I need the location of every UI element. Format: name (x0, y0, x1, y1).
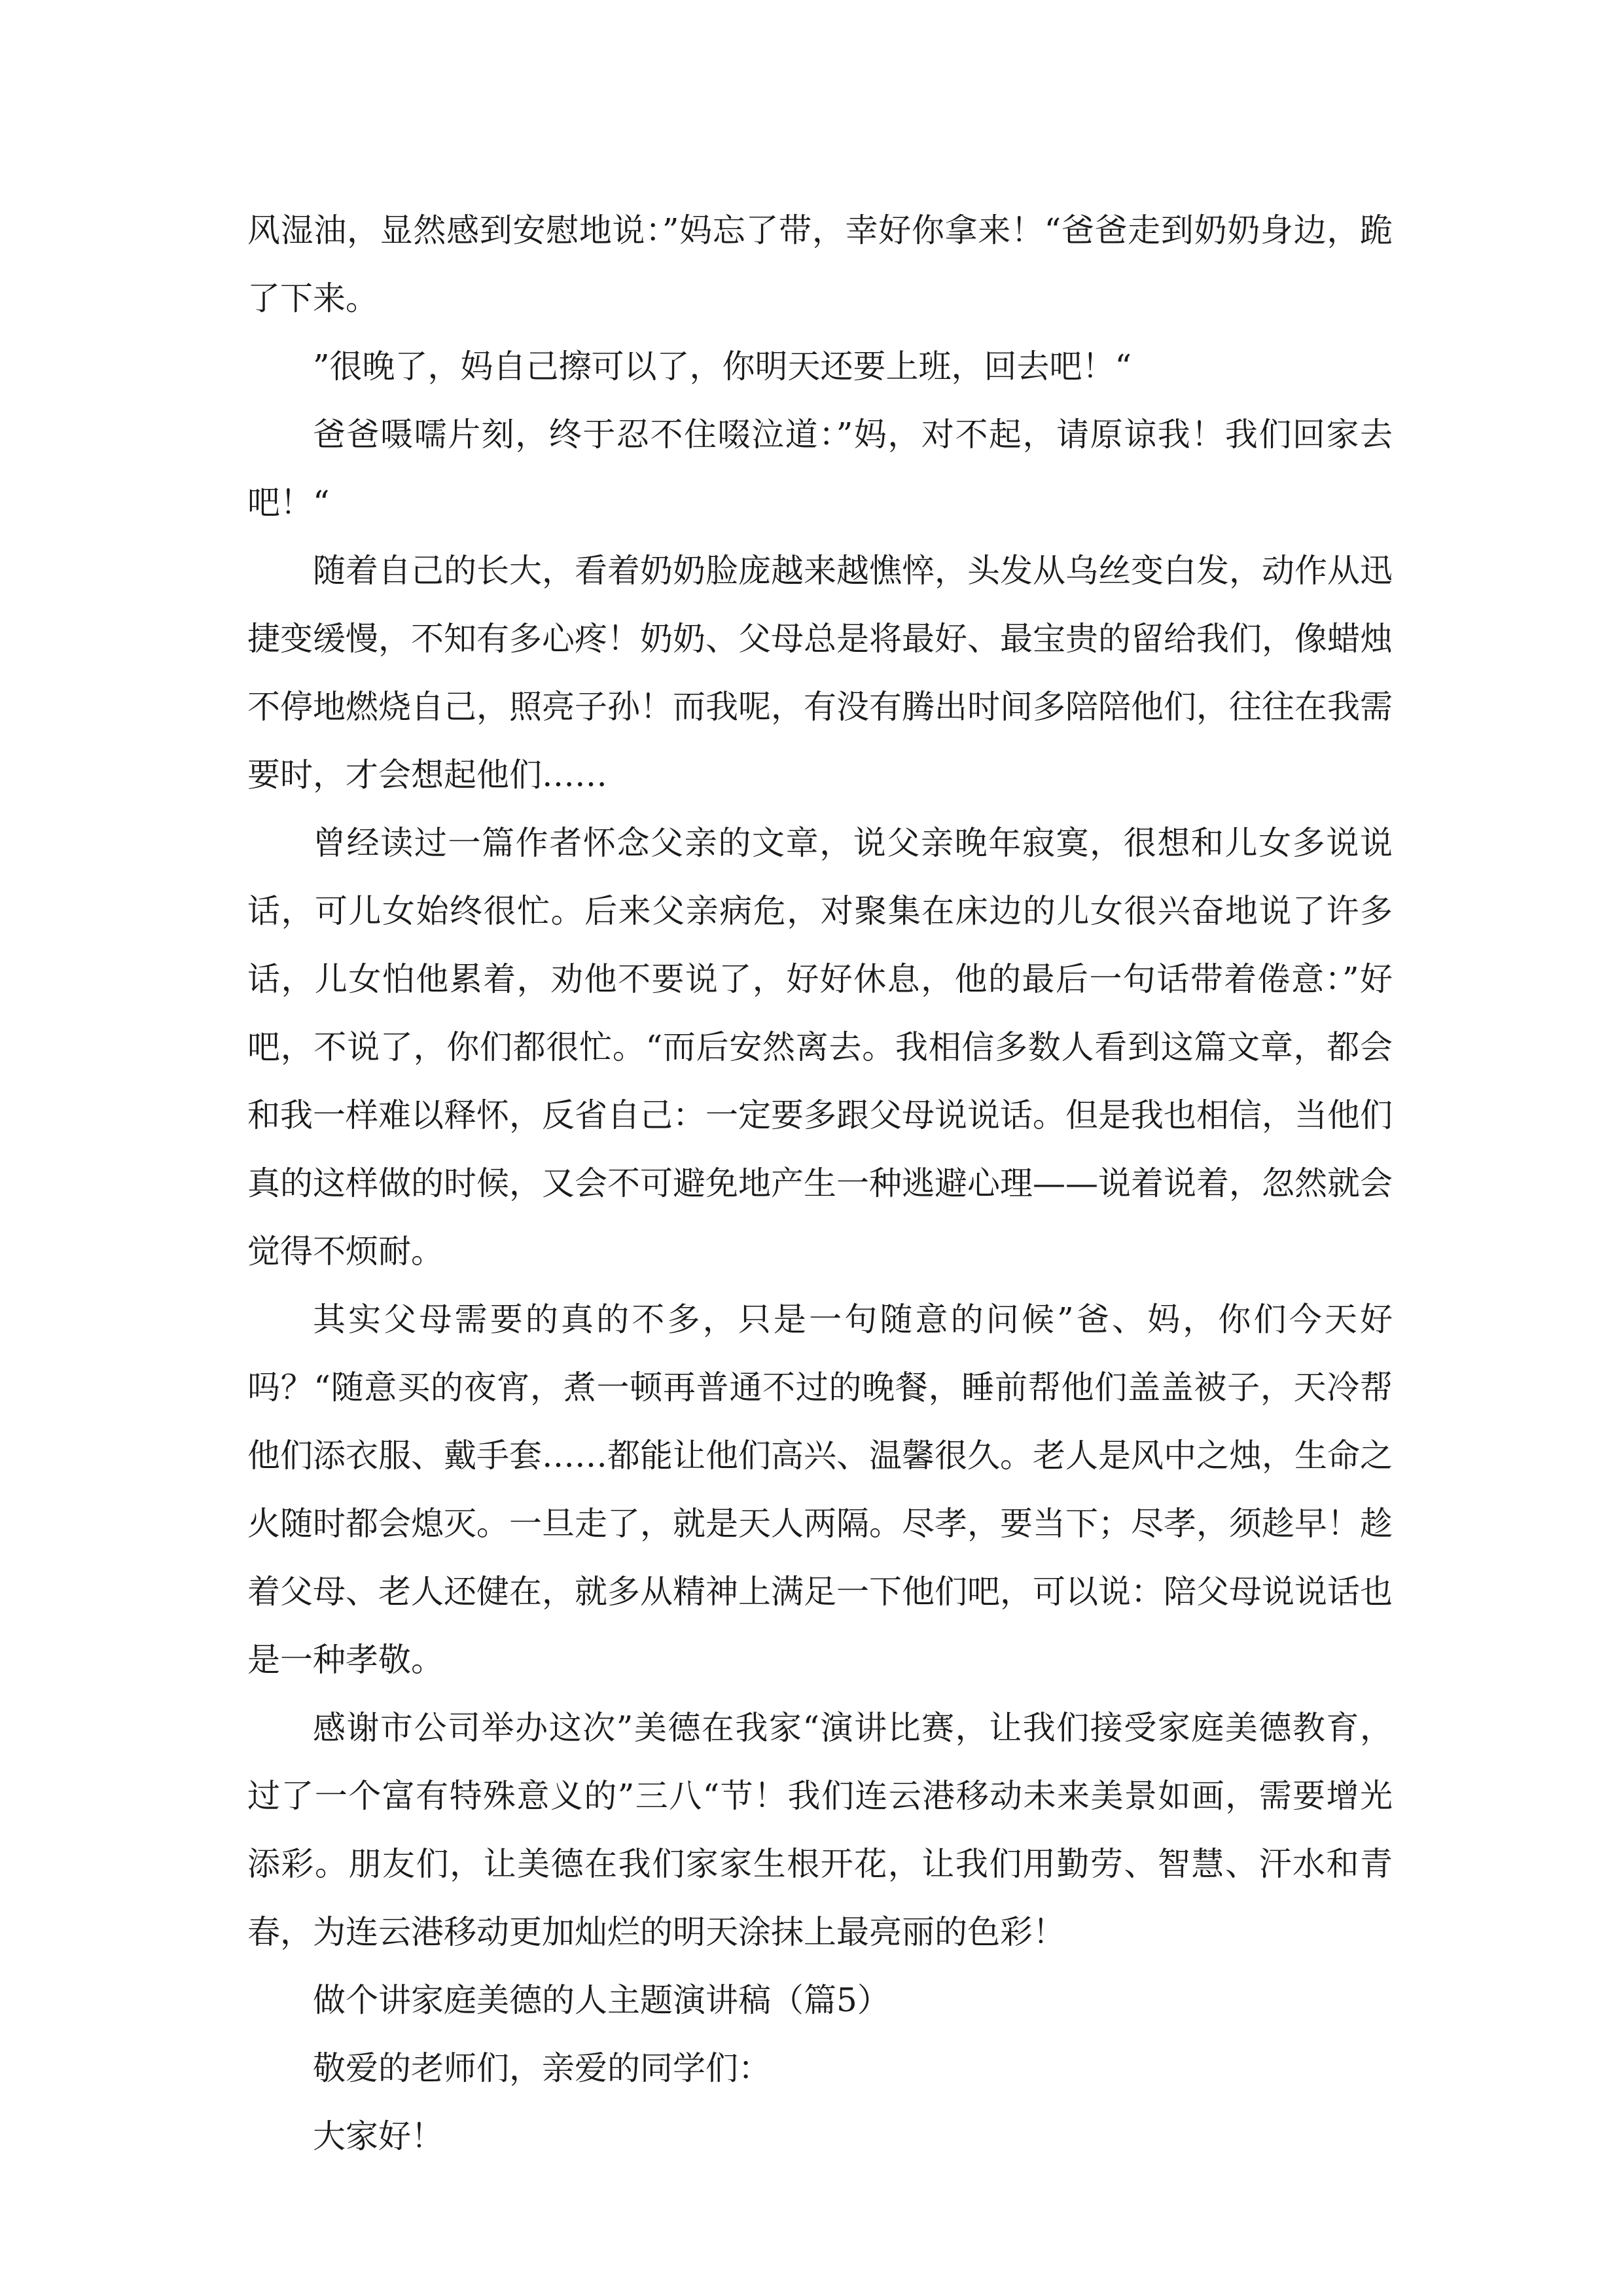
paragraph-continued: 风湿油，显然感到安慰地说：”妈忘了带，幸好你拿来！“爸爸走到奶奶身边，跪了下来。 (247, 211, 1393, 317)
salutation: 敬爱的老师们，亲爱的同学们： (313, 2049, 771, 2087)
greeting: 大家好！ (313, 2117, 444, 2155)
paragraph: 随着自己的长大，看着奶奶脸庞越来越憔悴，头发从乌丝变白发，动作从迅捷变缓慢，不知有多心疼！奶奶、父母总是将最好、最宝贵的留给我们，像蜡烛不停地燃烧自己，照亮子孙！而我呢，有没有腾出时间多陪陪他们，往往在我需要时，才会想起他们…… (247, 552, 1393, 794)
document-page (247, 196, 1393, 2170)
paragraph: 感谢市公司举办这次”美德在我家“演讲比赛，让我们接受家庭美德教育，过了一个富有特殊意义的”三八“节！我们连云港移动未来美景如画，需要增光添彩。朋友们，让美德在我们家家生根开花，让我们用勤劳、智慧、汗水和青春，为连云港移动更加灿烂的明天涂抹上最亮丽的色彩！ (247, 1709, 1393, 1951)
paragraph: 其实父母需要的真的不多，只是一句随意的问候”爸、妈，你们今天好吗？“随意买的夜宵，煮一顿再普通不过的晚餐，睡前帮他们盖盖被子，天冷帮他们添衣服、戴手套……都能让他们高兴、温馨很久。老人是风中之烛，生命之火随时都会熄灭。一旦走了，就是天人两隔。尽孝，要当下；尽孝，须趁早！趁着父母、老人还健在，就多从精神上满足一下他们吧，可以说：陪父母说说话也是一种孝敬。 (247, 1300, 1393, 1679)
paragraph: 爸爸嗫嚅片刻，终于忍不住啜泣道：”妈，对不起，请原谅我！我们回家去吧！“ (247, 416, 1393, 522)
section-title: 做个讲家庭美德的人主题演讲稿（篇5） (313, 1981, 890, 2019)
paragraph: 曾经读过一篇作者怀念父亲的文章，说父亲晚年寂寞，很想和儿女多说说话，可儿女始终很忙。后来父亲病危，对聚集在床边的儿女很兴奋地说了许多话，儿女怕他累着，劝他不要说了，好好休息，他的最后一句话带着倦意：”好吧，不说了，你们都很忙。“而后安然离去。我相信多数人看到这篇文章，都会和我一样难以释怀，反省自己：一定要多跟父母说说话。但是我也相信，当他们真的这样做的时候，又会不可避免地产生一种逃避心理——说着说着，忽然就会觉得不烦耐。 (247, 824, 1393, 1270)
paragraph: ”很晚了，妈自己擦可以了，你明天还要上班，回去吧！“ (313, 348, 1132, 386)
